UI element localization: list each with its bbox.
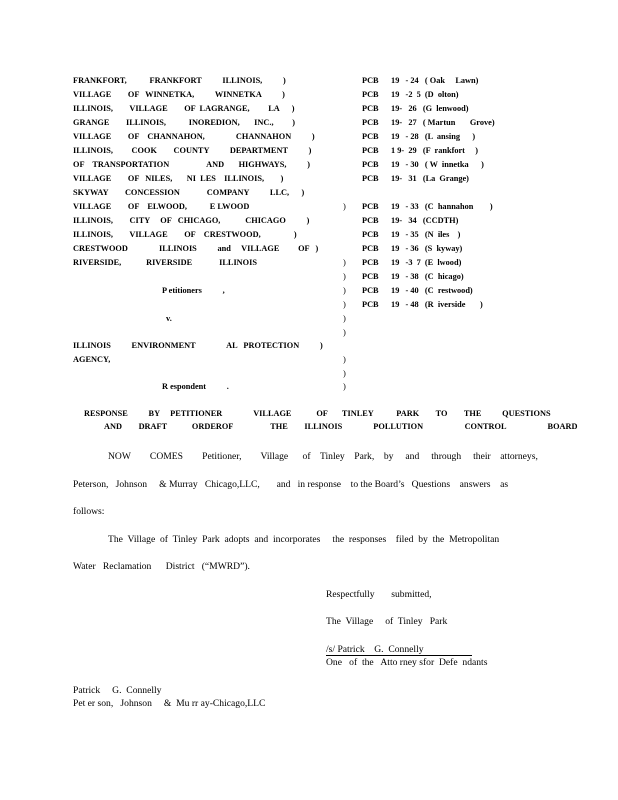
document-title-line: RESPONSE BY PETITIONER VILLAGE OF TINLEY PARK TO THE QUESTIONS	[84, 409, 551, 418]
docket-number: PCB 19 - 36 (S kyway)	[362, 244, 463, 253]
docket-number: PCB 19- 34 (CCDTH)	[362, 216, 459, 225]
document-title-line: AND DRAFT ORDEROF THE ILLINOIS POLLUTION CONTROL BOARD	[104, 422, 578, 431]
caption-line: GRANGE ILLINOIS, INOREDION, INC., )	[73, 118, 295, 127]
body-paragraph-line: Peterson, Johnson & Murray Chicago,LLC, and in response to the Board’s Questions answers as	[73, 479, 509, 490]
caption-line: FRANKFORT, FRANKFORT ILLINOIS, )	[73, 76, 286, 85]
caption-line: ILLINOIS, COOK COUNTY DEPARTMENT )	[73, 146, 312, 155]
attorney-name: Patrick G. Connelly	[73, 685, 162, 696]
caption-line: VILLAGE OF NILES, NI LES ILLINOIS, )	[73, 174, 284, 183]
signer-role: One of the Atto rney sfor Defe ndants	[326, 657, 488, 668]
docket-number: PCB 1 9- 29 (F rankfort )	[362, 146, 479, 155]
docket-number: PCB 19- 31 (La Grange)	[362, 174, 469, 183]
docket-number: PCB 19 - 33 (C hannahon )	[362, 202, 493, 211]
body-paragraph-line: follows:	[73, 506, 105, 517]
closing: Respectfully submitted,	[326, 589, 432, 600]
respondent-name-line: AGENCY,	[73, 355, 111, 364]
docket-number: PCB 19 - 38 (C hicago)	[362, 272, 464, 281]
body-paragraph-line: The Village of Tinley Park adopts and incorporates the responses filed by the Metropolitan	[108, 534, 500, 545]
docket-number: PCB 19- 26 (G lenwood)	[362, 104, 469, 113]
body-paragraph-line: Water Reclamation District (“MWRD”).	[73, 561, 250, 572]
caption-line: RIVERSIDE, RIVERSIDE ILLINOIS	[73, 258, 257, 267]
caption-line: ILLINOIS, VILLAGE OF CRESTWOOD, )	[73, 230, 297, 239]
body-paragraph-line: NOW COMES Petitioner, Village of Tinley Park, by and through their attorneys,	[108, 451, 538, 462]
docket-number: PCB 19 - 30 ( W innetka )	[362, 160, 484, 169]
docket-number: PCB 19 - 35 (N iles )	[362, 230, 461, 239]
electronic-signature: /s/ Patrick G. Connelly	[326, 644, 472, 656]
signing-party: The Village of Tinley Park	[326, 616, 448, 627]
law-firm: Pet er son, Johnson & Mu rr ay-Chicago,LLC	[73, 698, 266, 709]
respondent-label: R espondent .	[162, 382, 229, 391]
caption-line: VILLAGE OF CHANNAHON, CHANNAHON )	[73, 132, 315, 141]
versus-label: v.	[166, 314, 172, 323]
docket-number: PCB 19 -3 7 (E lwood)	[362, 258, 462, 267]
docket-number: PCB 19- 27 ( Martun Grove)	[362, 118, 495, 127]
docket-number: PCB 19 -2 5 (D olton)	[362, 90, 459, 99]
respondent-name-line: ILLINOIS ENVIRONMENT AL PROTECTION )	[73, 341, 323, 350]
caption-line: VILLAGE OF WINNETKA, WINNETKA )	[73, 90, 285, 99]
petitioners-label: P etitioners ,	[162, 286, 225, 295]
docket-number: PCB 19 - 40 (C restwood)	[362, 286, 473, 295]
caption-line: VILLAGE OF ELWOOD, E LWOOD	[73, 202, 250, 211]
caption-line: CRESTWOOD ILLINOIS and VILLAGE OF )	[73, 244, 319, 253]
caption-line: SKYWAY CONCESSION COMPANY LLC, )	[73, 188, 305, 197]
docket-number: PCB 19 - 48 (R iverside )	[362, 300, 483, 309]
docket-number: PCB 19 - 24 ( Oak Lawn)	[362, 76, 479, 85]
docket-number: PCB 19 - 28 (L ansing )	[362, 132, 476, 141]
caption-line: ILLINOIS, CITY OF CHICAGO, CHICAGO )	[73, 216, 310, 225]
caption-line: ILLINOIS, VILLAGE OF LAGRANGE, LA )	[73, 104, 295, 113]
caption-line: OF TRANSPORTATION AND HIGHWAYS, )	[73, 160, 310, 169]
